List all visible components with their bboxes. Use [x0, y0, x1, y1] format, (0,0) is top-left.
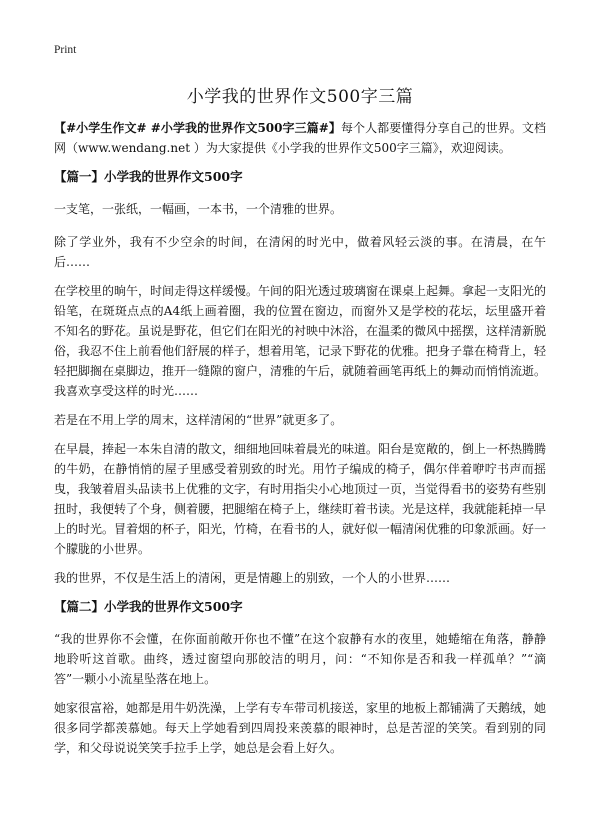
- article-body: [54, 118, 546, 767]
- intro-text: 每个人都要懂得分享自己的世界。文档网（www.wendang.net ）为大家提供《小学我的世界作文500字三篇》，欢迎阅读。: [54, 121, 546, 155]
- section2-paragraph: 她家很富裕，她都是用牛奶洗澡，上学有专车带司机接送，家里的地板上都铺满了天鹅绒，她很多同学都羡慕她。每天上学她看到四周投来羡慕的眼神时，总是苦涩的笑笑。看到别的同学，和父母说说笑笑手拉手上学，她总是会看上好久。: [54, 701, 547, 755]
- section2-paragraph: “我的世界你不会懂，在你面前敞开你也不懂”在这个寂静有水的夜里，她蜷缩在角落，静静地聆听这首歌。曲终，透过窗望向那皎洁的明月，问：“不知你是否和我一样孤单？”“滴答”一颗小小流星坠落在地上。: [54, 632, 546, 686]
- section1-paragraph: 除了学业外，我有不少空余的时间，在清闲的时光中，做着风轻云淡的事。在清晨，在午后……: [54, 235, 546, 269]
- page-title: 小学我的世界作文500字三篇: [186, 87, 414, 107]
- section1-paragraph: 在学校里的晌午，时间走得这样缓慢。午间的阳光透过玻璃窗在课桌上起舞。拿起一支阳光的铅笔，在斑斑点点的A4纸上画着圈，我的位置在窗边，而窗外又是学校的花坛，坛里盛开着不知名的野花。虽说是野花，但它们在阳光的衬映中沐浴，在温柔的微风中摇摆，这样清新脱俗，我忍不住上前看他们舒展的样子，想着用笔，记录下野花的优雅。把身子靠在椅背上，轻轻把脚搁在桌脚边，推开一缝隙的窗户，清雅的午后，就随着画笔再纸上的舞动而悄悄流逝。我喜欢享受这样的时光……: [54, 284, 547, 398]
- section1-paragraph: 一支笔，一张纸，一幅画，一本书，一个清雅的世界。: [54, 202, 343, 216]
- intro-tag: 【#小学生作文# #小学我的世界作文500字三篇#】: [54, 121, 341, 135]
- print-link[interactable]: Print: [54, 44, 77, 56]
- intro-paragraph: [54, 118, 546, 158]
- section2-heading: 【篇二】小学我的世界作文500字: [54, 599, 243, 614]
- section1-heading: 【篇一】小学我的世界作文500字: [54, 169, 243, 184]
- section1-paragraph: 在早晨，捧起一本朱自清的散文，细细地回味着晨光的味道。阳台是宽敞的，倒上一杯热腾腾的牛奶，在静悄悄的屋子里感受着别致的时光。用竹子编成的椅子，偶尔伴着咿咛书声而摇曳，我皱着眉头品读书上优雅的文字，有时用指尖小心地顶过一页，当觉得看书的姿势有些别扭时，我便转了个身，侧着腰，把腿缩在椅子上，继续盯着书读。光是这样，我就能耗掉一早上的时光。冒着烟的杯子，阳光，竹椅，在看书的人，就好似一幅清闲优雅的印象派画。好一个朦胧的小世界。: [54, 442, 547, 556]
- section1-paragraph: 若是在不用上学的周末，这样清闲的“世界”就更多了。: [54, 413, 343, 427]
- section1-paragraph: 我的世界，不仅是生活上的清闲，更是情趣上的别致，一个人的小世界……: [54, 571, 451, 585]
